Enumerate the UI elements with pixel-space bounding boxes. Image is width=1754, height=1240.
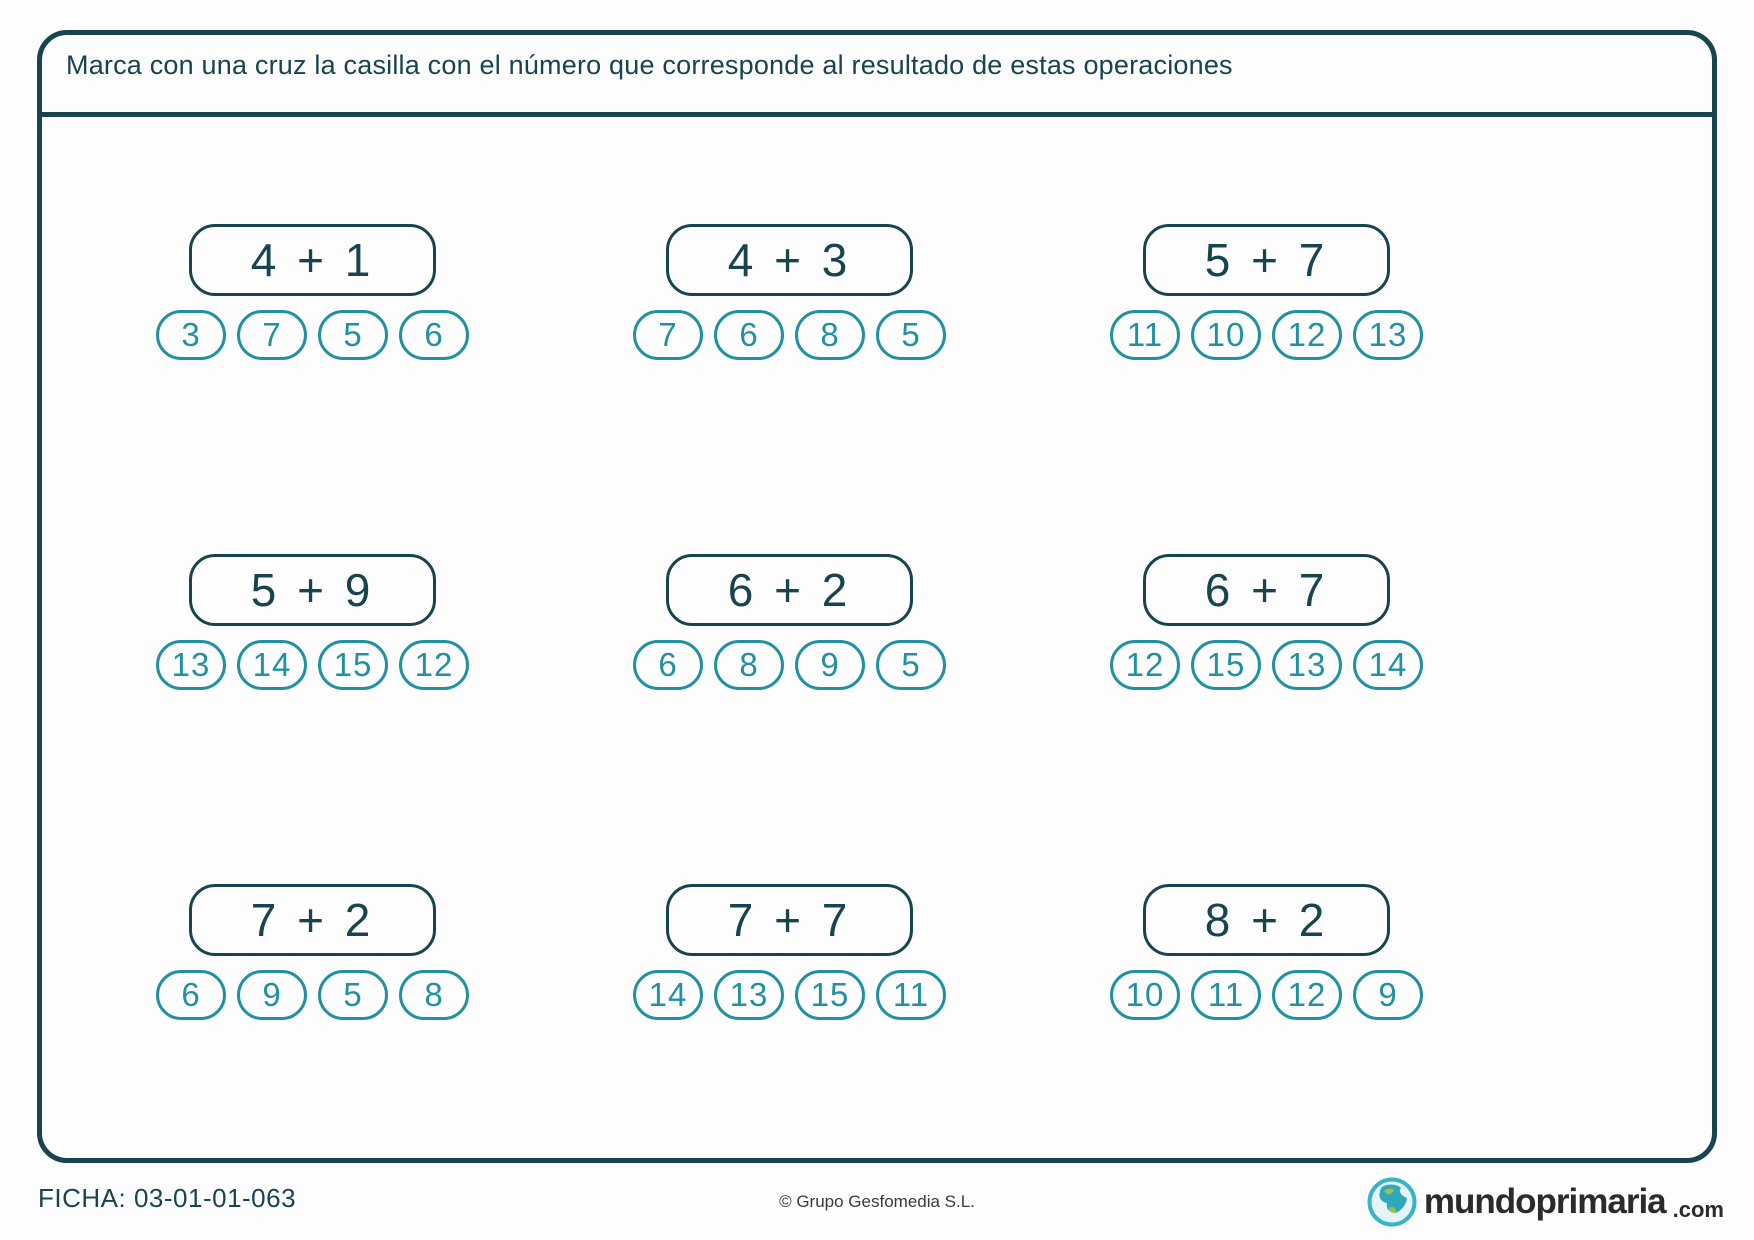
answer-option[interactable]: 12	[1272, 970, 1342, 1020]
worksheet-frame	[37, 30, 1717, 1163]
brand-tld: .com	[1672, 1197, 1724, 1222]
operation-text: 6 + 7	[1204, 564, 1329, 616]
operation-text: 8 + 2	[1204, 894, 1329, 946]
operation-text: 7 + 7	[727, 894, 852, 946]
problem-cell	[156, 884, 469, 1020]
operation-box	[1143, 224, 1390, 296]
instruction-text: Marca con una cruz la casilla con el número que corresponde al resultado de estas operaciones	[66, 50, 1233, 80]
answer-options	[156, 310, 469, 360]
copyright-text: © Grupo Gesfomedia S.L.	[779, 1192, 975, 1211]
answer-options	[156, 970, 469, 1020]
answer-option[interactable]: 7	[633, 310, 703, 360]
operation-box	[666, 884, 913, 956]
answer-option[interactable]: 14	[237, 640, 307, 690]
operation-box	[666, 224, 913, 296]
operation-box	[189, 554, 436, 626]
operation-text: 5 + 7	[1204, 234, 1329, 286]
problem-cell	[156, 554, 469, 690]
problem-cell	[1110, 224, 1423, 360]
answer-option[interactable]: 12	[1272, 310, 1342, 360]
problem-cell	[156, 224, 469, 360]
answer-option[interactable]: 5	[876, 640, 946, 690]
answer-option[interactable]: 14	[633, 970, 703, 1020]
answer-option[interactable]: 14	[1353, 640, 1423, 690]
operation-text: 7 + 2	[250, 894, 375, 946]
answer-option[interactable]: 3	[156, 310, 226, 360]
operation-text: 6 + 2	[727, 564, 852, 616]
answer-option[interactable]: 11	[1191, 970, 1261, 1020]
answer-option[interactable]: 13	[714, 970, 784, 1020]
operation-text: 4 + 1	[250, 234, 375, 286]
answer-option[interactable]: 7	[237, 310, 307, 360]
answer-options	[1110, 970, 1423, 1020]
answer-option[interactable]: 5	[876, 310, 946, 360]
operation-box	[1143, 884, 1390, 956]
answer-option[interactable]: 10	[1191, 310, 1261, 360]
answer-options	[156, 640, 469, 690]
answer-option[interactable]: 9	[237, 970, 307, 1020]
answer-options	[633, 640, 946, 690]
answer-option[interactable]: 15	[318, 640, 388, 690]
answer-option[interactable]: 5	[318, 310, 388, 360]
operation-box	[189, 224, 436, 296]
answer-option[interactable]: 12	[399, 640, 469, 690]
answer-option[interactable]: 9	[1353, 970, 1423, 1020]
operation-text: 5 + 9	[250, 564, 375, 616]
answer-options	[633, 970, 946, 1020]
brand-logo	[1367, 1177, 1724, 1227]
answer-option[interactable]: 13	[1353, 310, 1423, 360]
answer-option[interactable]: 10	[1110, 970, 1180, 1020]
globe-icon	[1367, 1177, 1417, 1227]
operation-box	[1143, 554, 1390, 626]
problem-cell	[633, 884, 946, 1020]
problems-grid	[42, 117, 1712, 1117]
answer-option[interactable]: 8	[795, 310, 865, 360]
answer-options	[633, 310, 946, 360]
answer-option[interactable]: 5	[318, 970, 388, 1020]
answer-option[interactable]: 15	[795, 970, 865, 1020]
answer-option[interactable]: 9	[795, 640, 865, 690]
answer-option[interactable]: 8	[714, 640, 784, 690]
operation-text: 4 + 3	[727, 234, 852, 286]
problem-cell	[1110, 884, 1423, 1020]
answer-option[interactable]: 6	[156, 970, 226, 1020]
ficha-code: FICHA: 03-01-01-063	[38, 1183, 297, 1213]
answer-option[interactable]: 11	[876, 970, 946, 1020]
operation-box	[666, 554, 913, 626]
answer-option[interactable]: 11	[1110, 310, 1180, 360]
answer-option[interactable]: 8	[399, 970, 469, 1020]
answer-option[interactable]: 6	[633, 640, 703, 690]
answer-options	[1110, 640, 1423, 690]
answer-options	[1110, 310, 1423, 360]
problem-cell	[633, 554, 946, 690]
answer-option[interactable]: 12	[1110, 640, 1180, 690]
answer-option[interactable]: 15	[1191, 640, 1261, 690]
problem-cell	[633, 224, 946, 360]
answer-option[interactable]: 13	[1272, 640, 1342, 690]
problem-cell	[1110, 554, 1423, 690]
brand-name: mundoprimaria	[1423, 1182, 1666, 1221]
answer-option[interactable]: 6	[399, 310, 469, 360]
answer-option[interactable]: 13	[156, 640, 226, 690]
answer-option[interactable]: 6	[714, 310, 784, 360]
instruction-header	[42, 35, 1712, 117]
operation-box	[189, 884, 436, 956]
